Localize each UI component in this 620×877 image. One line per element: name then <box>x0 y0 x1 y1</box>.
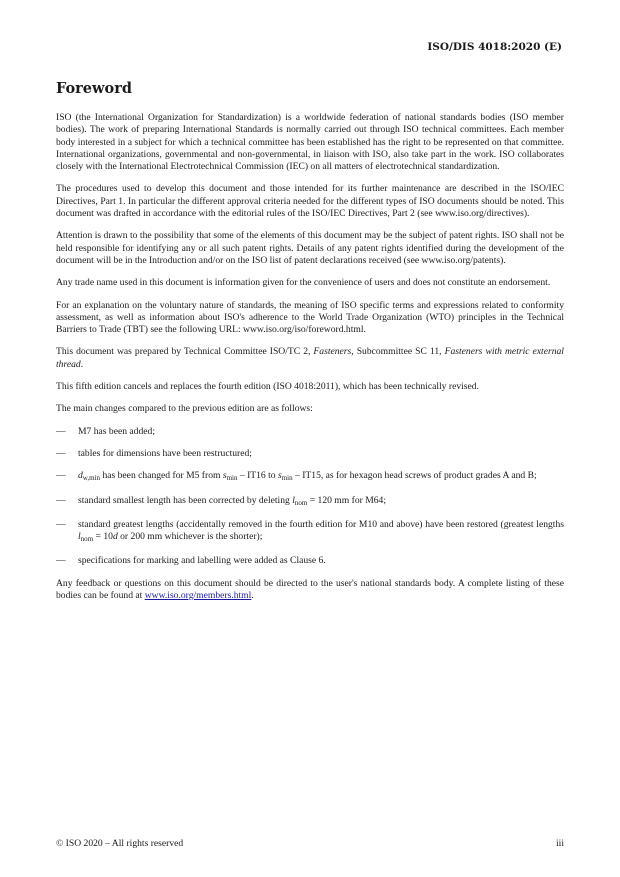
list-item-text: specifications for marking and labelling were added as Clause 6. <box>78 555 326 567</box>
list-item <box>56 555 564 567</box>
symbol: l <box>78 531 81 543</box>
copyright-notice: © ISO 2020 – All rights reserved <box>56 838 184 849</box>
list-dash: — <box>56 518 66 530</box>
paragraph: Attention is drawn to the possibility that some of the elements of this document may be the subject of patent rights. ISO shall not be held responsible for identifying any or all such patent rights. Details of any patent rights identified during the development of the document will be in the Introduction and/or on the ISO list of patent declarations received (see www.iso.org/patents). <box>56 230 564 266</box>
list-item <box>56 426 564 438</box>
symbol: s <box>222 470 227 482</box>
document-reference: ISO/DIS 4018:2020 (E) <box>427 41 562 53</box>
symbol: d <box>112 531 118 543</box>
text-run: = 10 <box>93 531 113 543</box>
page-title: Foreword <box>56 80 132 97</box>
list-dash: — <box>56 494 66 506</box>
list-dash: — <box>56 555 66 567</box>
symbol: d <box>78 470 83 482</box>
symbol: l <box>292 494 295 506</box>
subscript: nom <box>294 498 308 507</box>
text-run: , Subcommittee SC 11, <box>351 346 445 358</box>
paragraph <box>56 578 564 603</box>
list-item <box>56 495 564 509</box>
symbol: s <box>278 470 282 482</box>
text-run: . <box>251 590 254 602</box>
list-item-text <box>78 519 564 546</box>
text-run: or 200 mm whichever is the shorter); <box>117 531 263 543</box>
text-run: – IT15, as for hexagon head screws of product grades A and B; <box>292 470 537 482</box>
paragraph: Any trade name used in this document is information given for the convenience of users and does not constitute an endorsement. <box>56 277 551 289</box>
paragraph: ISO (the International Organization for Standardization) is a worldwide federation of national standards bodies (ISO member bodies). The work of preparing International Standards is normally carried out through ISO technical committees. Each member body interested in a subject for which a technical committee has been established has the right to be represented on that committee. International organizations, governmental and non-governmental, in liaison with ISO, also take part in the work. ISO collaborates closely with the International Electrotechnical Commission (IEC) on all matters of electrotechnical standardization. <box>56 112 564 173</box>
paragraph: For an explanation on the voluntary nature of standards, the meaning of ISO specific terms and expressions related to conformity assessment, as well as information about ISO's adherence to the World Trade Organization (WTO) principles in the Technical Barriers to Trade (TBT) see the following URL: www.iso.org/iso/foreword.html. <box>56 299 564 336</box>
subscript: w,min <box>82 474 101 483</box>
list-item-text <box>78 495 564 509</box>
list-item-text: M7 has been added; <box>78 425 155 437</box>
subscript: nom <box>80 535 94 544</box>
list-dash: — <box>56 447 66 459</box>
paragraph <box>56 346 564 371</box>
text-run: – IT16 to <box>237 470 278 482</box>
text-run: standard smallest length has been corrected by deleting <box>78 494 293 506</box>
committee-name: Fasteners <box>313 346 352 358</box>
paragraph: The procedures used to develop this document and those intended for its further maintenance are described in the ISO/IEC Directives, Part 1. In particular the different approval criteria needed for the different types of ISO documents should be noted. This document was drafted in accordance with the editorial rules of the ISO/IEC Directives, Part 2 (see www.iso.org/directives). <box>56 183 564 220</box>
text-run: Any feedback or questions on this document should be directed to the user's national standards body. A complete listing of these bodies can be found at <box>56 577 564 602</box>
paragraph: This fifth edition cancels and replaces the fourth edition (ISO 4018:2011), which has been technically revised. <box>56 381 479 393</box>
list-dash: — <box>56 470 66 482</box>
subscript: min <box>281 474 293 483</box>
list-dash: — <box>56 425 66 437</box>
list-item <box>56 448 564 460</box>
members-link[interactable]: www.iso.org/members.html <box>144 590 252 602</box>
subscript: min <box>226 474 238 483</box>
text-run: has been changed for M5 from <box>100 470 223 482</box>
text-run: = 120 mm for M64; <box>307 494 387 506</box>
list-item <box>56 519 564 546</box>
list-item-text: tables for dimensions have been restructured; <box>78 447 252 459</box>
list-item-text <box>78 470 564 484</box>
subcommittee-name: Fasteners with metric external thread <box>56 346 564 370</box>
foreword-body <box>56 112 564 612</box>
text-run: This document was prepared by Technical Committee ISO/TC 2, <box>56 346 314 358</box>
text-run: standard greatest lengths (accidentally removed in the fourth edition for M10 and above) have been restored (greatest lengths <box>78 518 564 530</box>
text-run: . <box>80 358 84 370</box>
list-item <box>56 470 564 484</box>
paragraph: The main changes compared to the previous edition are as follows: <box>56 403 313 415</box>
page-number: iii <box>556 838 564 849</box>
